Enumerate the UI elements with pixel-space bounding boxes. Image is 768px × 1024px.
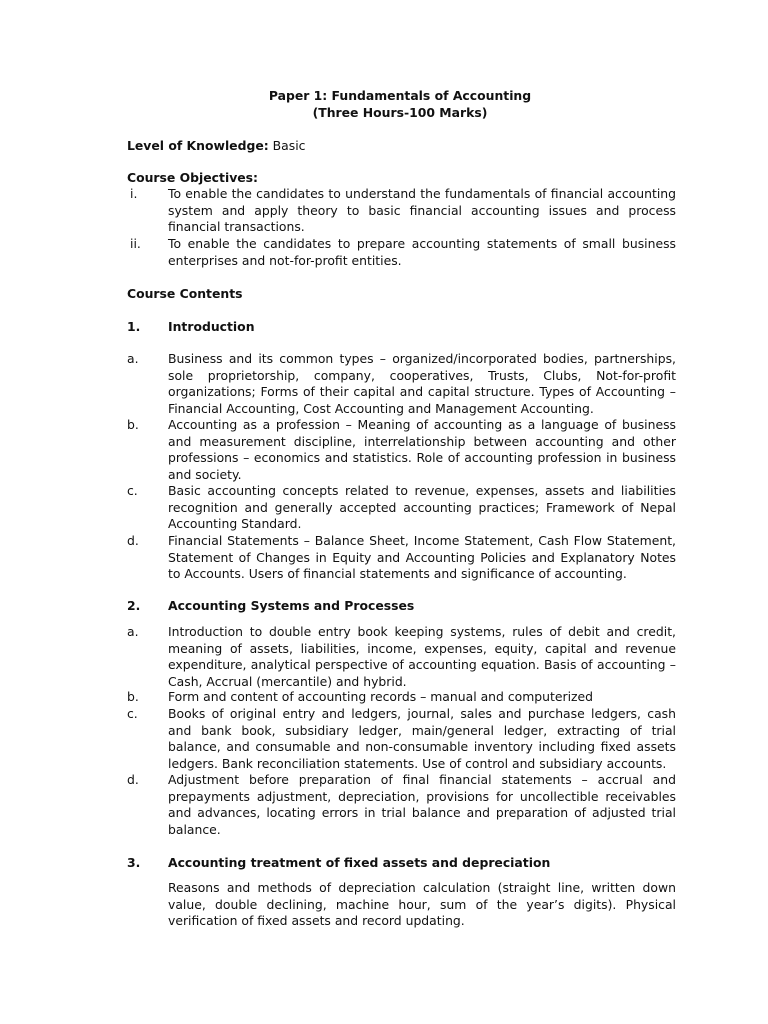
section-paragraph: Reasons and methods of depreciation calculation (straight line, written down value, double declining, machine hour, sum of the year’s digits). Physical verification of fixed assets and record updating. bbox=[168, 880, 676, 929]
item-text: Introduction to double entry book keeping systems, rules of debit and credit, meaning of assets, liabilities, income, expenses, equity, capital and revenue expenditure, analytical perspective of accounting equation. Basis of accounting – Cash, Accrual (mercantile) and hybrid. bbox=[168, 624, 676, 689]
objective-marker: ii. bbox=[130, 236, 141, 251]
section-title: Accounting treatment of fixed assets and depreciation bbox=[168, 855, 551, 870]
item-text: Business and its common types – organized/incorporated bodies, partnerships, sole proprietorship, company, cooperatives, Trusts, Clubs, Not-for-profit organizations; Forms of their capital and capital structure. Types of Accounting – Financial Accounting, Cost Accounting and Management Accounting. bbox=[168, 351, 676, 416]
objective-text: To enable the candidates to understand the fundamentals of financial accounting system and apply theory to basic financial accounting issues and process financial transactions. bbox=[168, 186, 676, 235]
section-title: Introduction bbox=[168, 319, 255, 334]
section-number: 3. bbox=[127, 855, 141, 870]
item-marker: c. bbox=[127, 706, 138, 721]
item-marker: a. bbox=[127, 351, 139, 366]
item-marker: d. bbox=[127, 772, 139, 787]
item-text: Adjustment before preparation of final financial statements – accrual and prepayments adjustment, depreciation, provisions for uncollectible receivables and advances, locating errors in trial balance and preparation of adjusted trial balance. bbox=[168, 772, 676, 837]
level-label: Level of Knowledge: bbox=[127, 138, 269, 153]
section-number: 2. bbox=[127, 598, 141, 613]
section-title: Accounting Systems and Processes bbox=[168, 598, 415, 613]
section-number: 1. bbox=[127, 319, 141, 334]
objective-text: To enable the candidates to prepare accounting statements of small business enterprises and not-for-profit entities. bbox=[168, 236, 676, 268]
item-marker: a. bbox=[127, 624, 139, 639]
level-of-knowledge bbox=[127, 138, 305, 155]
item-marker: b. bbox=[127, 689, 139, 704]
paper-subtitle: (Three Hours-100 Marks) bbox=[312, 105, 488, 120]
item-text: Form and content of accounting records – manual and computerized bbox=[168, 689, 594, 704]
item-text: Basic accounting concepts related to revenue, expenses, assets and liabilities recognition and generally accepted accounting practices; Framework of Nepal Accounting Standard. bbox=[168, 483, 676, 532]
item-marker: c. bbox=[127, 483, 138, 498]
paper-title: Paper 1: Fundamentals of Accounting bbox=[268, 88, 532, 103]
course-contents-heading: Course Contents bbox=[127, 286, 243, 301]
item-marker: b. bbox=[127, 417, 139, 432]
level-value: Basic bbox=[268, 138, 306, 153]
item-marker: d. bbox=[127, 533, 139, 548]
item-text: Accounting as a profession – Meaning of accounting as a language of business and measurement discipline, interrelationship between accounting and other professions – economics and statistics. Role of accounting profession in business and society. bbox=[168, 417, 676, 482]
item-text: Books of original entry and ledgers, journal, sales and purchase ledgers, cash and bank book, subsidiary ledger, main/general ledger, extracting of trial balance, and consumable and non-consumable inventory including fixed assets ledgers. Bank reconciliation statements. Use of control and subsidiary accounts. bbox=[168, 706, 676, 771]
item-text: Financial Statements – Balance Sheet, Income Statement, Cash Flow Statement, Statement of Changes in Equity and Accounting Policies and Explanatory Notes to Accounts. Users of financial statements and significance of accounting. bbox=[168, 533, 676, 582]
objective-marker: i. bbox=[130, 186, 138, 201]
course-objectives-heading: Course Objectives: bbox=[127, 170, 259, 185]
